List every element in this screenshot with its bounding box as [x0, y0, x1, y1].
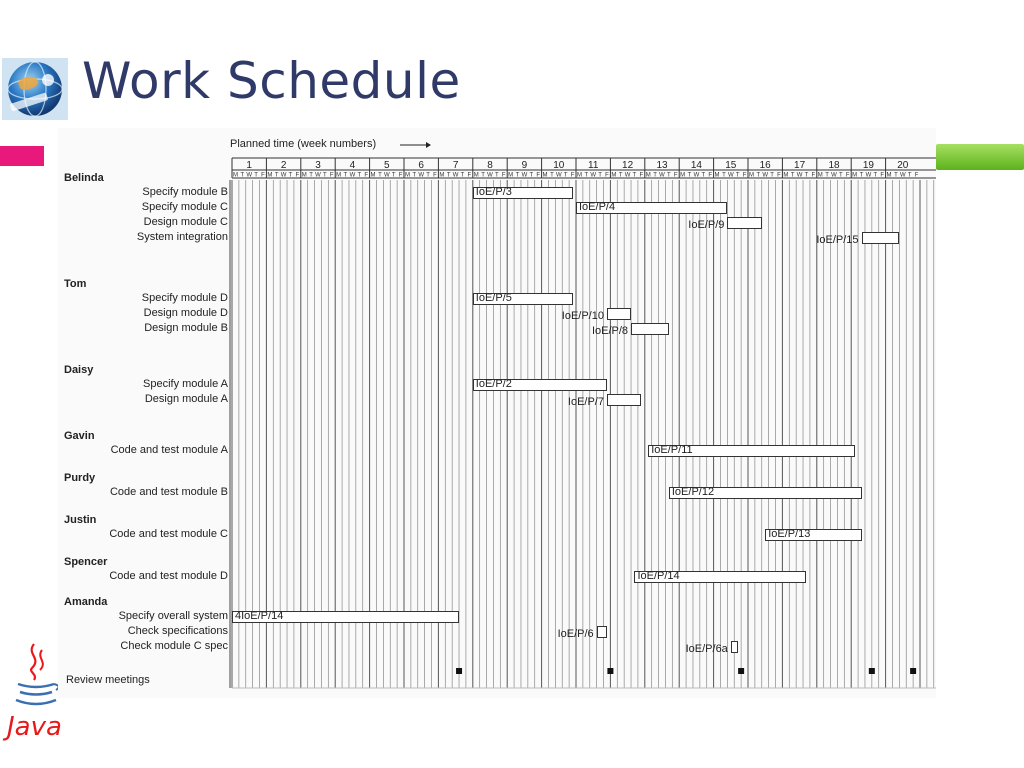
- task-label: Check module C spec: [120, 640, 228, 652]
- day-letter: M: [473, 172, 479, 179]
- day-letter: T: [790, 172, 795, 179]
- day-letter: T: [653, 172, 657, 179]
- day-letter: M: [232, 172, 238, 179]
- task-bar: [631, 323, 669, 335]
- person-name: Amanda: [64, 596, 108, 608]
- task-bar: [727, 217, 761, 229]
- globe-logo-icon: [2, 58, 68, 120]
- week-number: 2: [280, 160, 287, 171]
- day-letter: T: [460, 172, 465, 179]
- person-name: Belinda: [64, 172, 104, 184]
- day-letter: W: [865, 172, 872, 179]
- day-letter: M: [508, 172, 514, 179]
- person-name: Purdy: [64, 472, 96, 484]
- day-letter: F: [261, 172, 265, 179]
- task-label: Specify module A: [143, 378, 228, 390]
- day-letter: T: [563, 172, 568, 179]
- day-letter: W: [452, 172, 459, 179]
- day-letter: W: [487, 172, 493, 179]
- task-code: IoE/P/7: [567, 396, 604, 408]
- day-letter: M: [748, 172, 754, 179]
- task-code: IoE/P/6a: [685, 643, 728, 655]
- day-letter: T: [687, 172, 692, 179]
- person-name: Tom: [64, 278, 87, 290]
- task-code: IoE/P/3: [475, 186, 512, 198]
- day-letter: F: [880, 172, 884, 179]
- day-letter: M: [680, 172, 686, 179]
- day-letter: F: [605, 172, 609, 179]
- review-meeting-marker: [456, 668, 462, 674]
- day-letter: T: [804, 172, 809, 179]
- day-letter: F: [501, 172, 506, 179]
- week-number: 7: [452, 160, 459, 171]
- week-number: 20: [897, 160, 909, 171]
- task-label: Code and test module A: [110, 444, 228, 456]
- day-letter: M: [267, 172, 273, 179]
- day-letter: F: [467, 172, 472, 179]
- task-code: IoE/P/6: [557, 628, 594, 640]
- task-code: IoE/P/13: [768, 528, 811, 540]
- task-label: Specify module C: [141, 201, 228, 213]
- week-number: 6: [418, 160, 424, 171]
- task-label: Specify module B: [142, 186, 228, 198]
- week-number: 12: [622, 160, 634, 171]
- day-letter: T: [550, 172, 554, 179]
- day-letter: T: [274, 172, 279, 179]
- task-label: Design module C: [143, 216, 228, 228]
- day-letter: T: [515, 172, 520, 179]
- day-letter: T: [309, 172, 313, 179]
- task-label: System integration: [136, 231, 228, 243]
- task-label: Specify module D: [141, 292, 228, 304]
- person-name: Gavin: [64, 430, 95, 442]
- task-label: Specify overall system: [118, 610, 228, 622]
- day-letter: T: [894, 172, 898, 179]
- day-letter: T: [495, 172, 499, 179]
- task-code: IoE/P/11: [651, 444, 693, 456]
- task-label: Check specifications: [127, 625, 228, 637]
- day-letter: F: [673, 172, 678, 179]
- day-letter: F: [536, 172, 540, 179]
- day-letter: W: [315, 172, 321, 179]
- task-bar: [607, 308, 631, 320]
- day-letter: M: [301, 172, 307, 179]
- day-letter: T: [859, 172, 864, 179]
- task-label: Code and test module B: [109, 486, 228, 498]
- day-letter: M: [404, 172, 410, 179]
- day-letter: T: [323, 172, 327, 179]
- week-number: 18: [828, 160, 840, 171]
- day-letter: T: [722, 172, 726, 179]
- day-letter: F: [742, 172, 747, 179]
- day-letter: T: [391, 172, 396, 179]
- day-letter: M: [886, 172, 892, 179]
- day-letter: T: [839, 172, 843, 179]
- day-letter: T: [357, 172, 362, 179]
- day-letter: W: [280, 172, 287, 179]
- day-letter: T: [288, 172, 293, 179]
- week-number: 8: [487, 160, 493, 171]
- day-letter: T: [632, 172, 637, 179]
- java-wordmark: Java: [7, 712, 62, 742]
- day-letter: M: [817, 172, 823, 179]
- day-letter: M: [439, 172, 445, 179]
- day-letter: F: [570, 172, 575, 179]
- day-letter: W: [659, 172, 665, 179]
- day-letter: F: [811, 172, 816, 179]
- day-letter: W: [418, 172, 425, 179]
- task-code: 4IoE/P/14: [235, 610, 284, 622]
- review-meeting-marker: [910, 668, 916, 674]
- task-code: IoE/P/14: [637, 570, 680, 582]
- person-name: Daisy: [64, 364, 94, 376]
- week-number: 9: [521, 160, 528, 171]
- task-label: Design module B: [144, 322, 228, 334]
- day-letter: M: [576, 172, 582, 179]
- day-letter: T: [873, 172, 878, 179]
- task-code: IoE/P/2: [475, 378, 512, 390]
- planned-time-label: Planned time (week numbers): [230, 138, 377, 150]
- gantt-chart-image: [58, 128, 936, 698]
- day-letter: T: [735, 172, 740, 179]
- week-number: 1: [246, 160, 252, 171]
- day-letter: M: [714, 172, 720, 179]
- day-letter: F: [914, 172, 919, 179]
- day-letter: W: [796, 172, 803, 179]
- person-name: Justin: [64, 514, 97, 526]
- day-letter: T: [770, 172, 774, 179]
- day-letter: W: [831, 172, 837, 179]
- day-letter: W: [349, 172, 356, 179]
- day-letter: T: [618, 172, 623, 179]
- day-letter: W: [590, 172, 597, 179]
- day-letter: W: [521, 172, 528, 179]
- task-label: Design module D: [143, 307, 228, 319]
- day-letter: T: [378, 172, 382, 179]
- week-number: 10: [553, 160, 565, 171]
- day-letter: W: [899, 172, 906, 179]
- task-label: Code and test module D: [109, 570, 228, 582]
- day-letter: M: [783, 172, 789, 179]
- task-bar: [597, 626, 607, 638]
- slide-title: Work Schedule: [82, 52, 461, 110]
- day-letter: T: [481, 172, 485, 179]
- week-number: 5: [384, 160, 390, 171]
- day-letter: W: [693, 172, 700, 179]
- day-letter: T: [667, 172, 671, 179]
- task-bar: [731, 641, 738, 653]
- day-letter: T: [240, 172, 245, 179]
- day-letter: M: [370, 172, 376, 179]
- task-code: IoE/P/15: [816, 234, 859, 246]
- day-letter: W: [624, 172, 631, 179]
- review-meeting-marker: [869, 668, 875, 674]
- task-label: Design module A: [144, 393, 228, 405]
- day-letter: T: [446, 172, 451, 179]
- day-letter: M: [542, 172, 548, 179]
- day-letter: F: [364, 172, 368, 179]
- day-letter: F: [433, 172, 437, 179]
- task-bar: [862, 232, 900, 244]
- day-letter: T: [907, 172, 912, 179]
- day-letter: T: [756, 172, 761, 179]
- task-code: IoE/P/12: [671, 486, 715, 498]
- review-meeting-marker: [738, 668, 744, 674]
- day-letter: T: [343, 172, 348, 179]
- task-code: IoE/P/8: [591, 325, 629, 337]
- day-letter: W: [727, 172, 734, 179]
- week-number: 14: [690, 160, 702, 171]
- week-number: 4: [349, 160, 356, 171]
- person-name: Spencer: [64, 556, 108, 568]
- day-letter: T: [825, 172, 829, 179]
- green-accent-bar: [936, 144, 1024, 170]
- task-code: IoE/P/10: [561, 310, 604, 322]
- day-letter: T: [412, 172, 417, 179]
- review-meetings-label: Review meetings: [66, 674, 150, 686]
- task-code: IoE/P/4: [579, 201, 616, 213]
- day-letter: W: [246, 172, 253, 179]
- day-letter: W: [383, 172, 390, 179]
- task-code: IoE/P/9: [688, 219, 725, 231]
- day-letter: F: [639, 172, 644, 179]
- day-letter: T: [529, 172, 534, 179]
- day-letter: F: [329, 172, 334, 179]
- day-letter: F: [845, 172, 850, 179]
- day-letter: T: [254, 172, 258, 179]
- review-meeting-marker: [607, 668, 613, 674]
- pink-accent-bar: [0, 146, 44, 166]
- day-letter: T: [701, 172, 706, 179]
- day-letter: T: [426, 172, 430, 179]
- day-letter: F: [777, 172, 781, 179]
- week-number: 15: [725, 160, 737, 171]
- task-bar: [607, 394, 641, 406]
- day-letter: M: [611, 172, 617, 179]
- day-letter: M: [645, 172, 651, 179]
- day-letter: W: [762, 172, 769, 179]
- week-number: 3: [315, 160, 321, 171]
- week-number: 13: [656, 160, 668, 171]
- day-letter: M: [852, 172, 858, 179]
- day-letter: F: [398, 172, 403, 179]
- week-number: 16: [759, 160, 771, 171]
- day-letter: F: [295, 172, 300, 179]
- day-letter: M: [336, 172, 342, 179]
- week-number: 19: [862, 160, 874, 171]
- week-number: 11: [588, 160, 599, 171]
- day-letter: F: [708, 172, 712, 179]
- day-letter: W: [555, 172, 562, 179]
- day-letter: T: [584, 172, 589, 179]
- task-label: Code and test module C: [109, 528, 228, 540]
- task-code: IoE/P/5: [475, 292, 512, 304]
- planned-arrowhead: [426, 142, 431, 148]
- week-number: 17: [794, 160, 806, 171]
- day-letter: T: [598, 172, 602, 179]
